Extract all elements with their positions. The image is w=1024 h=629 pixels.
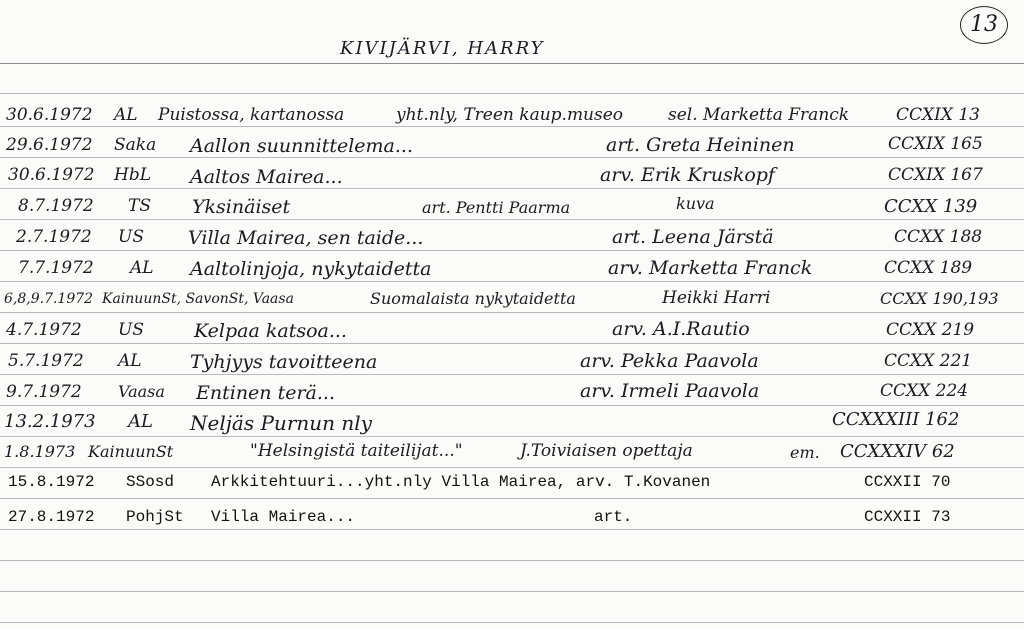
entry-title: "Helsingistä taiteilijat...": [250, 441, 463, 461]
typed-entry-date: 15.8.1972: [8, 473, 95, 491]
ruled-line: [0, 498, 1024, 499]
entry-author: em.: [790, 443, 820, 462]
ruled-line: [0, 93, 1024, 94]
entry-date: 5.7.1972: [8, 351, 84, 371]
ruled-line: [0, 219, 1024, 220]
typed-entry-paper: PohjSt: [126, 508, 184, 526]
ruled-line: [0, 188, 1024, 189]
typed-entry-ref: CCXXII 73: [864, 508, 951, 526]
ruled-line: [0, 281, 1024, 282]
entry-paper: AL: [114, 105, 138, 125]
ruled-line: [0, 529, 1024, 530]
card-title: KIVIJÄRVI, HARRY: [340, 38, 545, 59]
entry-title: Aaltos Mairea...: [190, 166, 343, 188]
entry-paper: Vaasa: [118, 382, 165, 401]
entry-ref: CCXIX 167: [888, 165, 983, 185]
ruled-line: [0, 560, 1024, 561]
ruled-line: [0, 250, 1024, 251]
entry-date: 13.2.1973: [4, 411, 96, 432]
entry-title: Aallon suunnittelema...: [190, 135, 413, 157]
entry-ref: CCXX 188: [894, 227, 983, 247]
entry-date: 4.7.1972: [6, 320, 82, 340]
header-rule: [0, 63, 1024, 64]
entry-paper: KainuunSt, SavonSt, Vaasa: [102, 291, 294, 307]
entry-author: art. Leena Järstä: [612, 226, 774, 248]
entry-paper: US: [118, 227, 144, 247]
entry-date: 6,8,9.7.1972: [4, 291, 94, 307]
entry-date: 29.6.1972: [6, 135, 93, 155]
ruled-line: [0, 467, 1024, 468]
ruled-line: [0, 343, 1024, 344]
entry-title: Aaltolinjoja, nykytaidetta: [190, 258, 432, 280]
entry-paper: AL: [128, 411, 153, 432]
entry-paper: Saka: [114, 135, 157, 155]
entry-ref: CCXX 190,193: [880, 289, 999, 308]
entry-author: sel. Marketta Franck: [668, 105, 850, 125]
entry-ref: CCXX 221: [884, 351, 973, 371]
entry-date: 1.8.1973: [4, 442, 76, 461]
typed-entry-title: Villa Mairea...: [211, 508, 356, 526]
entry-author: Heikki Harri: [662, 288, 771, 308]
entry-title: Villa Mairea, sen taide...: [188, 227, 424, 249]
typed-entry-author: art.: [594, 508, 633, 526]
entry-author: art. Greta Heininen: [606, 134, 795, 156]
entry-ref: CCXX 139: [884, 196, 978, 217]
entry-author: arv. Pekka Paavola: [580, 350, 759, 372]
entry-paper: HbL: [114, 165, 151, 185]
entry-date: 8.7.1972: [18, 196, 94, 216]
entry-note: J.Toiviaisen opettaja: [520, 441, 693, 461]
entry-ref: CCXXXIII 162: [832, 409, 960, 430]
entry-author: arv. Marketta Franck: [608, 257, 813, 279]
entry-title: Yksinäiset: [192, 196, 291, 218]
entry-author: arv. Irmeli Paavola: [580, 380, 760, 402]
entry-title: Suomalaista nykytaidetta: [370, 289, 576, 308]
entry-date: 30.6.1972: [8, 165, 95, 185]
entry-date: 30.6.1972: [6, 105, 93, 125]
entry-paper: AL: [118, 351, 142, 371]
ruled-line: [0, 405, 1024, 406]
typed-entry-paper: SSosd: [126, 473, 175, 491]
ruled-line: [0, 436, 1024, 437]
entry-author: kuva: [676, 194, 715, 213]
ruled-line: [0, 157, 1024, 158]
ruled-line: [0, 126, 1024, 127]
typed-entry-ref: CCXXII 70: [864, 473, 951, 491]
entry-title: Tyhjyys tavoitteena: [190, 351, 378, 373]
typed-entry-date: 27.8.1972: [8, 508, 95, 526]
entry-paper: AL: [130, 258, 154, 278]
entry-ref: CCXX 189: [884, 258, 973, 278]
entry-note: yht.nly, Treen kaup.museo: [396, 105, 624, 125]
entry-ref: CCXX 224: [880, 381, 969, 401]
entry-date: 9.7.1972: [6, 382, 82, 402]
entry-paper: KainuunSt: [88, 442, 174, 461]
card-number: 13: [970, 12, 998, 37]
ruled-line: [0, 622, 1024, 623]
entry-author: arv. Erik Kruskopf: [600, 164, 775, 186]
entry-ref: CCXIX 165: [888, 134, 983, 154]
entry-date: 2.7.1972: [16, 227, 92, 247]
ruled-line: [0, 312, 1024, 313]
entry-ref: CCXXXIV 62: [840, 441, 955, 462]
entry-paper: TS: [128, 196, 151, 216]
entry-title: Entinen terä...: [196, 382, 335, 404]
entry-date: 7.7.1972: [18, 258, 94, 278]
entry-note: art. Pentti Paarma: [422, 198, 571, 217]
ruled-line: [0, 591, 1024, 592]
entry-title: Puistossa, kartanossa: [158, 105, 345, 125]
entry-paper: US: [118, 320, 144, 340]
entry-ref: CCXX 219: [886, 320, 975, 340]
ruled-line: [0, 374, 1024, 375]
typed-entry-title: Arkkitehtuuri...yht.nly Villa Mairea, arv. T.Kovanen: [211, 473, 711, 491]
entry-title: Kelpaa katsoa...: [194, 320, 347, 342]
entry-ref: CCXIX 13: [896, 105, 980, 125]
entry-author: arv. A.I.Rautio: [612, 318, 750, 340]
entry-title: Neljäs Purnun nly: [190, 411, 372, 435]
